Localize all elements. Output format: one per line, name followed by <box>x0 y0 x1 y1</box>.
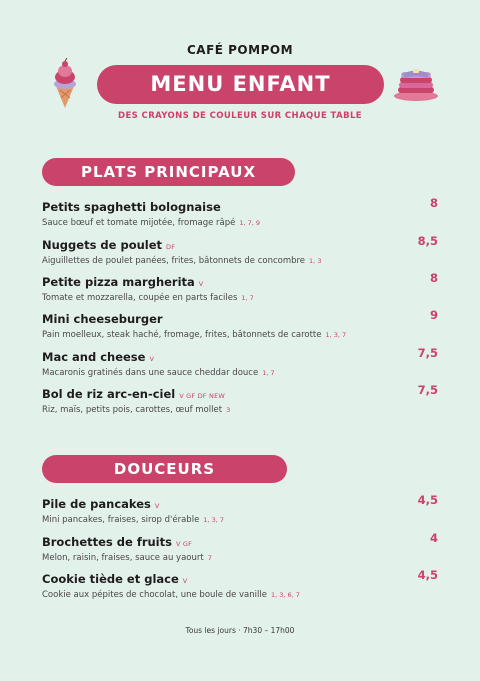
item-price: 4,5 <box>417 568 438 582</box>
item-name: Cookie tiède et glace <box>42 572 179 586</box>
item-allergens: 1, 3 <box>309 257 322 265</box>
item-tags: V <box>198 280 204 288</box>
item-description: Pain moelleux, steak haché, fromage, frites, bâtonnets de carotte 1, 3, 7 <box>42 330 347 340</box>
item-description: Mini pancakes, fraises, sirop d'érable 1, 3, 7 <box>42 515 224 525</box>
menu-item <box>42 308 438 340</box>
item-tags: V <box>182 577 188 585</box>
item-price: 4 <box>429 531 438 545</box>
item-allergens: 1, 3, 6, 7 <box>270 591 300 599</box>
item-tags: V <box>154 502 160 510</box>
item-price: 4,5 <box>417 493 438 507</box>
item-name: Brochettes de fruits <box>42 535 172 549</box>
item-price: 8 <box>429 271 438 285</box>
item-tags: DF <box>166 243 176 251</box>
menu-item <box>42 531 438 563</box>
item-allergens: 1, 3, 7 <box>203 516 224 524</box>
item-allergens: 1, 7 <box>241 294 254 302</box>
menu-title-banner: MENU ENFANT <box>97 65 384 104</box>
section-title-plats: PLATS PRINCIPAUX <box>42 158 295 186</box>
menu-item <box>42 346 438 378</box>
menu-item <box>42 383 438 415</box>
item-name: Petite pizza margherita <box>42 275 195 289</box>
item-price: 8 <box>429 196 438 210</box>
cafe-name: CAFÉ POMPOM <box>186 43 294 57</box>
item-name: Nuggets de poulet <box>42 238 163 252</box>
ice-cream-cone-icon <box>50 58 80 110</box>
menu-item <box>42 568 438 600</box>
item-name: Mac and cheese <box>42 350 146 364</box>
item-name: Pile de pancakes <box>42 497 151 511</box>
item-description: Aiguillettes de poulet panées, frites, bâtonnets de concombre 1, 3 <box>42 256 322 266</box>
item-description: Melon, raisin, fraises, sauce au yaourt 7 <box>42 553 212 563</box>
footer-hours: Tous les jours · 7h30 – 17h00 <box>185 626 295 635</box>
item-price: 7,5 <box>417 383 438 397</box>
item-price: 8,5 <box>417 234 438 248</box>
pancake-stack-icon <box>393 66 439 102</box>
item-description: Cookie aux pépites de chocolat, une boule de vanille 1, 3, 6, 7 <box>42 590 300 600</box>
item-allergens: 1, 7 <box>262 369 275 377</box>
menu-item <box>42 271 438 303</box>
item-description: Tomate et mozzarella, coupée en parts faciles 1, 7 <box>42 293 254 303</box>
item-tags: V <box>149 355 155 363</box>
item-allergens: 7 <box>207 554 212 562</box>
tagline: DES CRAYONS DE COULEUR SUR CHAQUE TABLE <box>118 111 362 121</box>
menu-item <box>42 493 438 525</box>
section-title-douceurs: DOUCEURS <box>42 455 287 483</box>
item-description: Sauce bœuf et tomate mijotée, fromage râpé 1, 7, 9 <box>42 218 261 228</box>
item-allergens: 1, 3, 7 <box>325 331 347 339</box>
item-allergens: 3 <box>226 406 231 414</box>
item-description: Macaronis gratinés dans une sauce cheddar douce 1, 7 <box>42 368 275 378</box>
item-description: Riz, maïs, petits pois, carottes, œuf mollet 3 <box>42 405 231 415</box>
item-name: Mini cheeseburger <box>42 312 163 326</box>
item-allergens: 1, 7, 9 <box>239 219 261 227</box>
item-price: 7,5 <box>417 346 438 360</box>
item-tags: V GF <box>175 540 193 548</box>
menu-item <box>42 234 438 266</box>
item-tags: V GF DF NEW <box>179 392 226 400</box>
item-name: Petits spaghetti bolognaise <box>42 200 221 214</box>
menu-item <box>42 196 438 228</box>
item-name: Bol de riz arc-en-ciel <box>42 387 176 401</box>
item-price: 9 <box>429 308 438 322</box>
